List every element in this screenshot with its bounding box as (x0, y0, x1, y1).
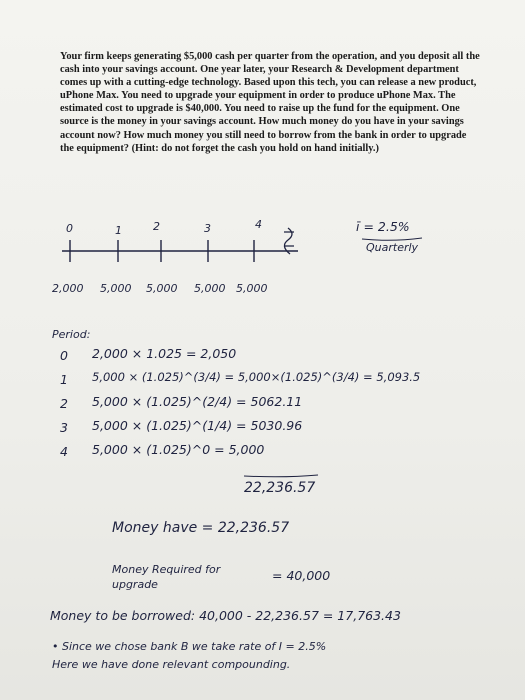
period-row-1-calc: 5,000 × (1.025)^(3/4) = 5,000×(1.025)^(3/4) = 5,093.5 (92, 370, 421, 384)
cash-flow-0: 2,000 (52, 282, 84, 295)
tick-label-0: 0 (66, 222, 73, 235)
cash-flow-4: 5,000 (236, 282, 268, 295)
dollar-sign-mark (284, 228, 294, 254)
tick-label-4: 4 (255, 218, 262, 231)
rate-underline (362, 238, 422, 240)
period-row-2-label: 2 (60, 396, 68, 411)
cash-flow-1: 5,000 (100, 282, 132, 295)
period-row-3-calc: 5,000 × (1.025)^(1/4) = 5030.96 (92, 418, 303, 433)
tick-label-1: 1 (115, 224, 122, 237)
note-line-1: • Since we chose bank B we take rate of I = 2.5% (52, 640, 327, 653)
tick-label-2: 2 (153, 220, 160, 233)
cash-flow-3: 5,000 (194, 282, 226, 295)
period-row-3-label: 3 (60, 420, 68, 435)
total-underline (244, 475, 318, 477)
period-row-0-calc: 2,000 × 1.025 = 2,050 (92, 346, 237, 361)
period-row-0-label: 0 (60, 348, 68, 363)
total-value: 22,236.57 (244, 480, 316, 496)
interest-rate: ī = 2.5% (356, 219, 410, 234)
period-row-1-label: 1 (60, 372, 68, 387)
note-line-2: Here we have done relevant compounding. (52, 658, 291, 671)
cash-flow-2: 5,000 (146, 282, 178, 295)
rate-period-note: Quarterly (366, 241, 419, 254)
period-row-4-calc: 5,000 × (1.025)^0 = 5,000 (92, 442, 265, 457)
money-required-label: Money Required for upgrade (112, 563, 221, 591)
period-row-2-calc: 5,000 × (1.025)^(2/4) = 5062.11 (92, 394, 303, 409)
money-required-value: = 40,000 (272, 568, 331, 583)
period-row-4-label: 4 (60, 444, 68, 459)
problem-statement: Your firm keeps generating $5,000 cash per quarter from the operation, and you deposit all the cash into your savings account. One year later, your Research & Development department comes up with a cutting-edge technology. Based upon this tech, you can release a new product, uPhone Max. You need to upgrade your equipment in order to produce uPhone Max. The estimated cost to upgrade is $40,000. You need to raise up the fund for the equipment. One source is the money in your savings account. How much money do you have in your savings account now? How much money you still need to borrow from the bank in order to upgrade the equipment? (Hint: do not forget the cash you hold on hand initially.) (60, 51, 480, 154)
tick-label-3: 3 (204, 222, 211, 235)
period-heading: Period: (52, 328, 91, 341)
money-have: Money have = 22,236.57 (112, 520, 290, 536)
money-borrowed: Money to be borrowed: 40,000 - 22,236.57 = 17,763.43 (50, 608, 401, 623)
